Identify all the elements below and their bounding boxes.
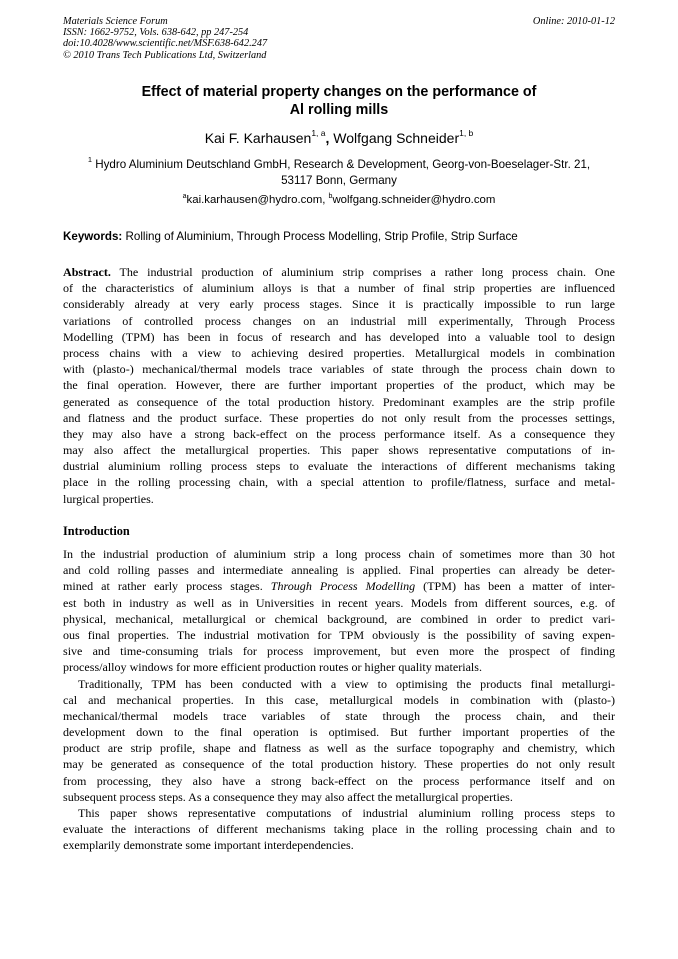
abstract-line: they may also have a strong back-effect on the process performance itself. As a consequence they	[63, 426, 615, 441]
keywords	[63, 229, 623, 244]
intro-line: may be generated as consequence of the total production history. These properties do not only result	[63, 757, 615, 772]
introduction-section	[63, 546, 615, 854]
abstract-line: place in the rolling processing chain, with a special attention to profile/flatness, surface and metal-	[63, 475, 615, 490]
affiliation	[63, 157, 615, 189]
intro-line: product are strip profile, shape and flatness as well as the surface topography and chemistry, which	[63, 741, 615, 756]
abstract-line: considerably already at very early process stages. Since it is practically impossible to run large	[63, 297, 615, 312]
author-name: Wolfgang Schneider	[333, 130, 460, 146]
intro-line: This paper shows representative computations of industrial aluminium rolling process steps to	[78, 806, 615, 820]
tpm-emphasis: Through Process Modelling	[270, 579, 416, 594]
author-list	[63, 130, 615, 147]
abstract-line: and flatness and the product surface. These properties do not only result from the processes settings,	[63, 410, 615, 425]
copyright-line: © 2010 Trans Tech Publications Ltd, Switzerland	[63, 49, 267, 61]
intro-line: Traditionally, TPM has been conducted with a view to optimising the products final metallurgi-	[78, 676, 615, 691]
title-line-1: Effect of material property changes on the performance of	[141, 84, 537, 100]
abstract-line: lurgical properties.	[63, 491, 154, 506]
intro-line: from processing, they also have a strong back-effect on the process performance itself and on	[63, 773, 615, 788]
abstract-line: Abstract. The industrial production of aluminium strip comprises a rather long process chain. One	[63, 265, 615, 279]
author-affiliation-marker: 1, a	[311, 128, 326, 138]
abstract-line: with (plasto-) mechanical/thermal models trace variables of state through the process chain down to	[63, 362, 615, 377]
intro-line: physical, mechanical, metallurgical or chemical background, are combined in order to predict vari-	[63, 611, 615, 626]
abstract-line: the final operation. However, there are further important properties of the product, which may be	[63, 378, 615, 393]
abstract-line: process chains with a view to achieving desired properties. Metallurgical models in combination	[63, 345, 615, 360]
doi-line[interactable]: doi:10.4028/www.scientific.net/MSF.638-642.247	[63, 38, 268, 50]
abstract-line: may also affect the metallurgical properties. This paper shows representative computations of in-	[63, 443, 615, 458]
intro-line: subsequent process steps. As a consequence they may also affect the metallurgical properties.	[63, 789, 513, 804]
abstract-line: variations of controlled process changes on an industrial mill experimentally, Through Process	[63, 313, 615, 328]
intro-line: mined at rather early process stages. Through Process Modelling (TPM) has been a matter of inter-	[63, 579, 615, 594]
journal-header	[63, 16, 615, 61]
author-separator: ,	[325, 130, 334, 146]
email-a[interactable]: kai.karhausen@hydro.com,	[186, 194, 329, 206]
intro-line: cal and mechanical properties. In this case, metallurgical models in combination with (plasto-)	[63, 692, 615, 707]
abstract-label: Abstract.	[63, 265, 111, 279]
affiliation-line-1	[63, 157, 615, 173]
keywords-text: Rolling of Aluminium, Through Process Modelling, Strip Profile, Strip Surface	[122, 230, 518, 243]
intro-line: ous final properties. The industrial motivation for TPM obviously is the possibility of saving expen-	[63, 627, 615, 642]
title-line-2: Al rolling mills	[289, 102, 389, 118]
intro-line: development down to the final operation is optimised. But further important properties of the	[63, 725, 615, 740]
keywords-label: Keywords:	[63, 230, 123, 243]
intro-line: mechanical/thermal models trace variables of state through the process chain, and their	[63, 708, 615, 723]
intro-line: exemplarily demonstrate some important interdependencies.	[63, 838, 354, 853]
author-name: Kai F. Karhausen	[204, 130, 312, 146]
online-date: Online: 2010-01-12	[532, 16, 615, 27]
intro-line: est both in industry as well as in Universities in recent years. Models from different sources, e.g. of	[63, 595, 615, 610]
intro-line: process/alloy windows for more efficient production routes or higher quality materials.	[63, 660, 482, 675]
introduction-heading: Introduction	[63, 524, 130, 538]
intro-line: and cold rolling passes and intermediate annealing is applied. Final properties can already be deter-	[63, 563, 615, 578]
issn-line: ISSN: 1662-9752, Vols. 638-642, pp 247-254	[63, 27, 249, 39]
email-marker-a: a	[182, 193, 187, 200]
paper-title	[63, 83, 615, 119]
author-emails	[63, 193, 615, 208]
abstract-line: of the characteristics of aluminium alloys is that a number of final strip properties are influenced	[63, 281, 615, 296]
email-b[interactable]: wolfgang.schneider@hydro.com	[332, 194, 496, 206]
abstract-line: dustrial aluminium rolling process steps to evaluate the interactions of different mechanisms taking	[63, 459, 615, 474]
journal-name: Materials Science Forum	[63, 16, 168, 27]
email-marker-b: b	[328, 193, 333, 200]
abstract-line: generated as consequence of the total production history. Predominant examples are the strip profile	[63, 394, 615, 409]
author-affiliation-marker: 1, b	[459, 128, 474, 138]
abstract-section	[63, 264, 615, 507]
affiliation-text: Hydro Aluminium Deutschland GmbH, Research & Development, Georg-von-Boeselager-Str. 21,	[92, 158, 591, 171]
affiliation-line-2: 53117 Bonn, Germany	[281, 174, 397, 187]
abstract-line: Modelling (TPM) has been in focus of research and has developed into a valuable tool to design	[63, 329, 615, 344]
affiliation-marker: 1	[87, 155, 93, 164]
intro-line: evaluate the interactions of different mechanisms taking place in the rolling processing chain and to	[63, 822, 615, 837]
intro-line: In the industrial production of aluminium strip a long process chain of sometimes more than 30 hot	[63, 547, 615, 561]
intro-line: sive and time-consuming trials for process improvement, but even more the prospect of finding	[63, 644, 615, 659]
